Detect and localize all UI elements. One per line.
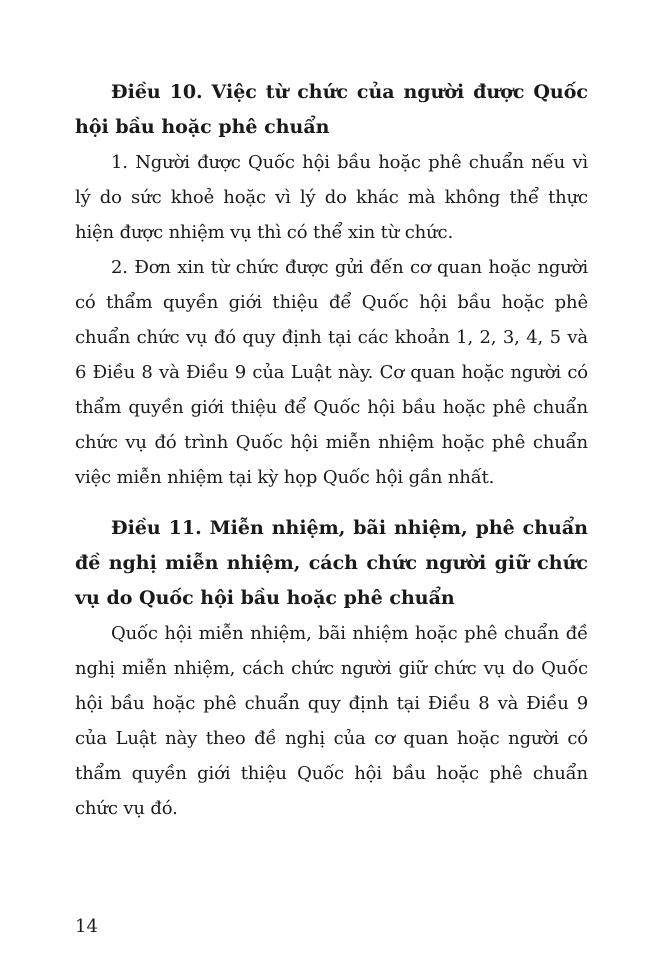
article-10 <box>75 75 588 495</box>
article-paragraph: 2. Đơn xin từ chức được gửi đến cơ quan hoặc người có thẩm quyền giới thiệu để Quốc hội bầu hoặc phê chuẩn chức vụ đó quy định tại các khoản 1, 2, 3, 4, 5 và 6 Điều 8 và Điều 9 của Luật này. Cơ quan hoặc người có thẩm quyền giới thiệu để Quốc hội bầu hoặc phê chuẩn chức vụ đó trình Quốc hội miễn nhiệm hoặc phê chuẩn việc miễn nhiệm tại kỳ họp Quốc hội gần nhất. <box>75 257 588 488</box>
article-paragraph: Quốc hội miễn nhiệm, bãi nhiệm hoặc phê chuẩn đề nghị miễn nhiệm, cách chức người giữ chức vụ do Quốc hội bầu hoặc phê chuẩn quy định tại Điều 8 và Điều 9 của Luật này theo đề nghị của cơ quan hoặc người có thẩm quyền giới thiệu Quốc hội bầu hoặc phê chuẩn chức vụ đó. <box>75 623 588 819</box>
article-paragraph: 1. Người được Quốc hội bầu hoặc phê chuẩn nếu vì lý do sức khoẻ hoặc vì lý do khác mà không thể thực hiện được nhiệm vụ thì có thể xin từ chức. <box>75 152 588 243</box>
page-content <box>75 75 588 826</box>
article-heading: Điều 11. Miễn nhiệm, bãi nhiệm, phê chuẩn đề nghị miễn nhiệm, cách chức người giữ chức vụ do Quốc hội bầu hoặc phê chuẩn <box>75 517 588 609</box>
article-heading: Điều 10. Việc từ chức của người được Quốc hội bầu hoặc phê chuẩn <box>75 81 588 138</box>
page-number: 14 <box>75 916 98 937</box>
article-11 <box>75 511 588 826</box>
